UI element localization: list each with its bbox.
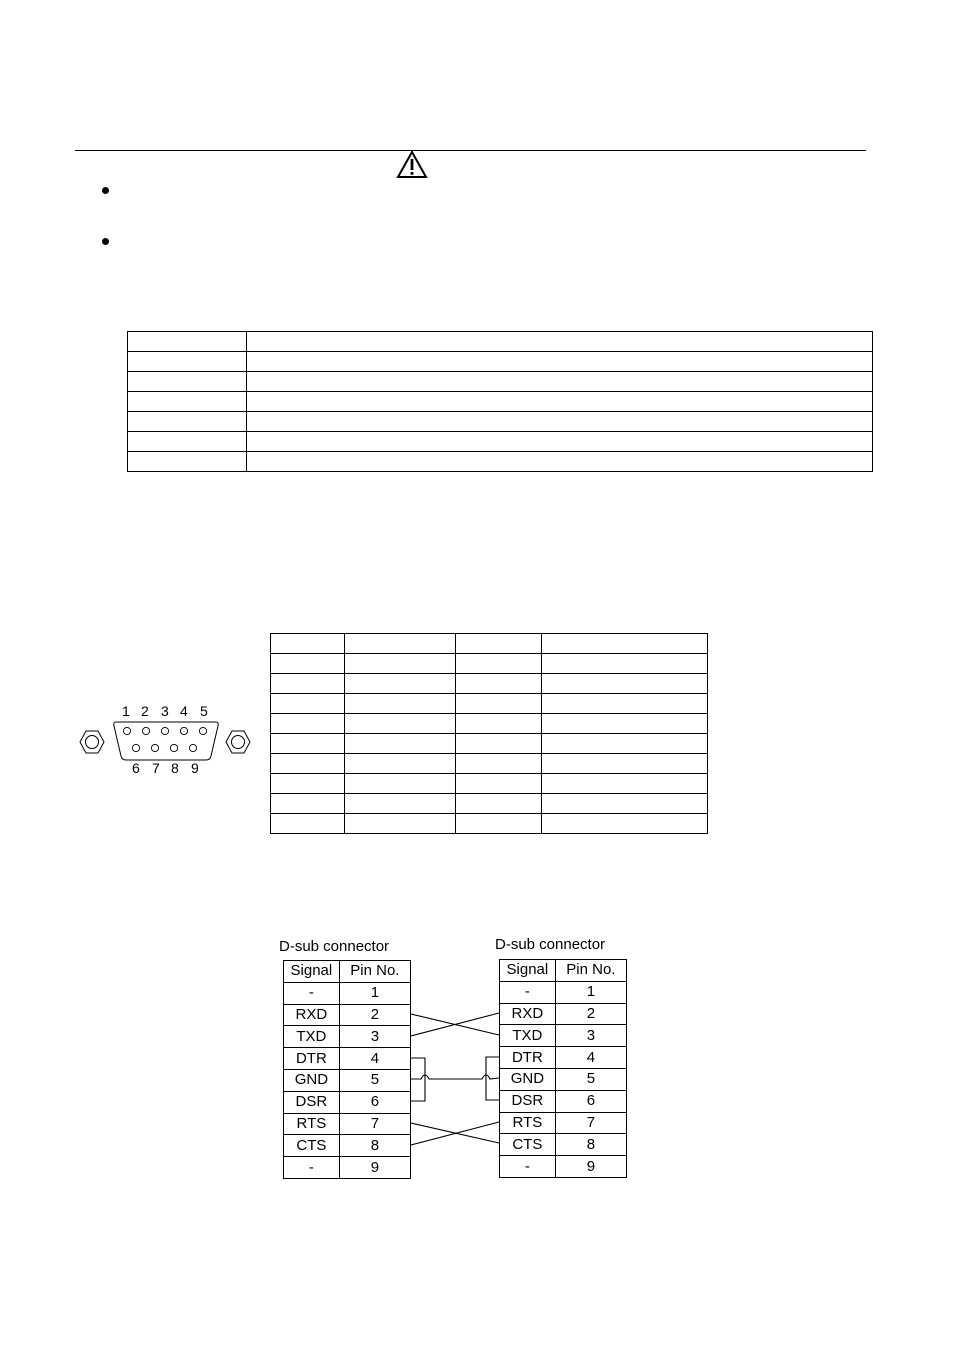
- signal-cell: CTS: [500, 1134, 556, 1156]
- pin-header: Pin No.: [555, 960, 626, 982]
- right-dsub-table: [499, 959, 627, 1178]
- table-row: [284, 1069, 411, 1091]
- table-row: [284, 1113, 411, 1135]
- pin-cell: 2: [339, 1004, 410, 1026]
- signal-cell: TXD: [284, 1026, 340, 1048]
- table-row: [128, 452, 873, 472]
- table-header-row: [284, 961, 411, 983]
- pin-label-6: 6: [132, 760, 140, 776]
- left-dsub-table: [283, 960, 411, 1179]
- pin-cell: 8: [555, 1134, 626, 1156]
- cross-wiring-lines: [411, 980, 501, 1180]
- signal-cell: GND: [500, 1068, 556, 1090]
- table-row: [271, 674, 708, 694]
- table-row: [271, 734, 708, 754]
- pin-cell: 7: [555, 1112, 626, 1134]
- pin-cell: 9: [339, 1157, 410, 1179]
- signal-cell: TXD: [500, 1025, 556, 1047]
- table-row: [500, 1068, 627, 1090]
- signal-header: Signal: [500, 960, 556, 982]
- table-row: [128, 372, 873, 392]
- table-row: [271, 654, 708, 674]
- table-row: [128, 432, 873, 452]
- pin-label-5: 5: [200, 703, 208, 719]
- table-row: [271, 794, 708, 814]
- table-header-row: [500, 960, 627, 982]
- pin-cell: 9: [555, 1156, 626, 1178]
- table-row: [500, 1134, 627, 1156]
- warning-triangle-icon: [396, 150, 428, 179]
- table-row: [128, 352, 873, 372]
- table-row: [128, 332, 873, 352]
- table-row: [271, 814, 708, 834]
- table-row: [284, 1004, 411, 1026]
- pin-label-1: 1: [122, 703, 130, 719]
- table-row: [500, 1156, 627, 1178]
- pin-cell: 1: [555, 981, 626, 1003]
- table-row: [284, 1026, 411, 1048]
- signal-header: Signal: [284, 961, 340, 983]
- table-row: [500, 1025, 627, 1047]
- table-row: [500, 981, 627, 1003]
- pin-assignment-table: [270, 633, 708, 834]
- table-row: [284, 1048, 411, 1070]
- pin-cell: 1: [339, 982, 410, 1004]
- signal-cell: RXD: [284, 1004, 340, 1026]
- pin-cell: 5: [555, 1068, 626, 1090]
- signal-cell: -: [500, 1156, 556, 1178]
- pin-cell: 6: [555, 1090, 626, 1112]
- dsub9-connector-figure: [76, 700, 256, 780]
- wire-txd-rxd: [411, 1013, 499, 1036]
- signal-cell: RXD: [500, 1003, 556, 1025]
- signal-cell: CTS: [284, 1135, 340, 1157]
- signal-cell: DSR: [284, 1091, 340, 1113]
- signal-cell: -: [284, 1157, 340, 1179]
- bullet-dot-icon: [102, 238, 109, 245]
- pin-header: Pin No.: [339, 961, 410, 983]
- signal-cell: GND: [284, 1069, 340, 1091]
- pin-cell: 3: [555, 1025, 626, 1047]
- right-connector-title: D-sub connector: [495, 936, 606, 953]
- pin-cell: 6: [339, 1091, 410, 1113]
- pin-label-4: 4: [180, 703, 188, 719]
- table-row: [284, 1135, 411, 1157]
- pin-cell: 7: [339, 1113, 410, 1135]
- table-row: [500, 1090, 627, 1112]
- pin-cell: 2: [555, 1003, 626, 1025]
- signal-cell: RTS: [284, 1113, 340, 1135]
- pin-cell: 3: [339, 1026, 410, 1048]
- table-row: [128, 412, 873, 432]
- pin-cell: 4: [555, 1047, 626, 1069]
- pin-label-8: 8: [171, 760, 179, 776]
- table-row: [500, 1003, 627, 1025]
- table-row: [128, 392, 873, 412]
- table-row: [271, 714, 708, 734]
- table-row: [284, 1157, 411, 1179]
- table-row: [271, 634, 708, 654]
- signal-cell: -: [500, 981, 556, 1003]
- pin-cell: 5: [339, 1069, 410, 1091]
- table-row: [271, 774, 708, 794]
- pin-label-9: 9: [191, 760, 199, 776]
- table-row: [500, 1112, 627, 1134]
- table-row: [284, 1091, 411, 1113]
- signal-cell: DSR: [500, 1090, 556, 1112]
- table-row: [500, 1047, 627, 1069]
- section-divider: [75, 150, 866, 151]
- table-row: [271, 694, 708, 714]
- signal-cell: DTR: [500, 1047, 556, 1069]
- pin-label-7: 7: [152, 760, 160, 776]
- signal-cell: RTS: [500, 1112, 556, 1134]
- spec-table: [127, 331, 873, 472]
- pin-cell: 4: [339, 1048, 410, 1070]
- bullet-dot-icon: [102, 187, 109, 194]
- pin-label-2: 2: [141, 703, 149, 719]
- table-row: [284, 982, 411, 1004]
- pin-label-3: 3: [161, 703, 169, 719]
- signal-cell: DTR: [284, 1048, 340, 1070]
- pin-cell: 8: [339, 1135, 410, 1157]
- table-row: [271, 754, 708, 774]
- signal-cell: -: [284, 982, 340, 1004]
- left-connector-title: D-sub connector: [279, 938, 390, 955]
